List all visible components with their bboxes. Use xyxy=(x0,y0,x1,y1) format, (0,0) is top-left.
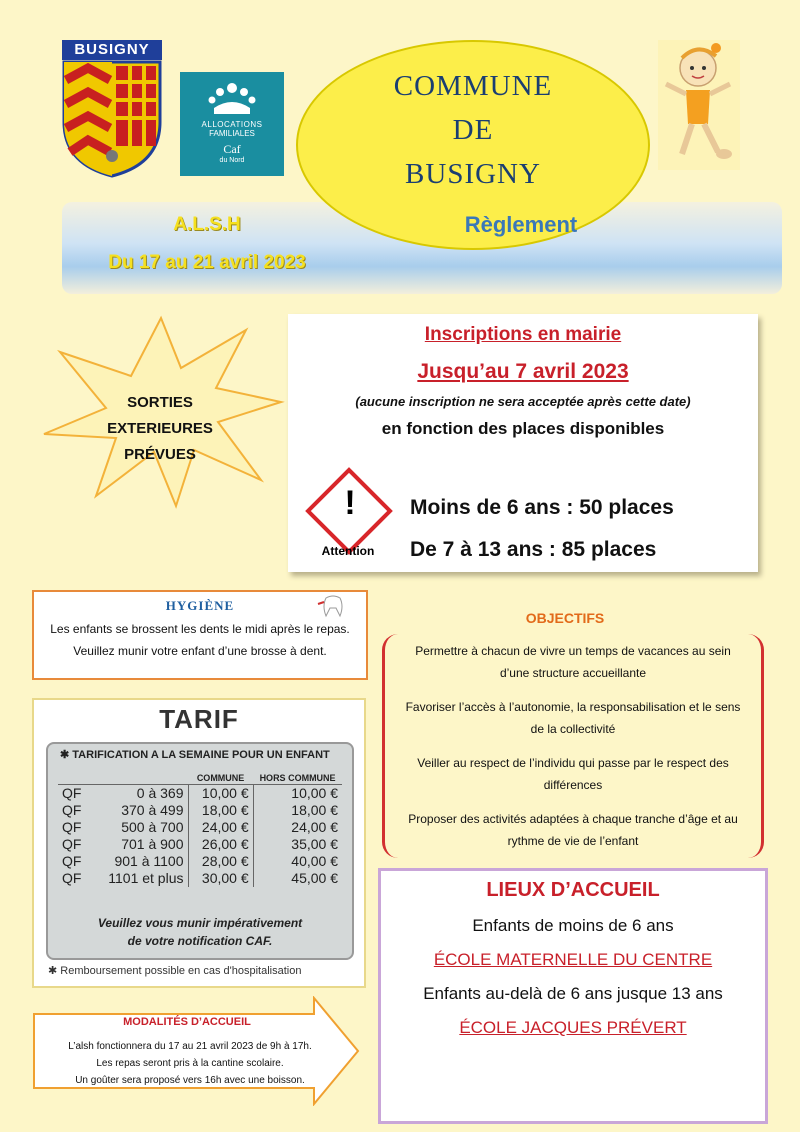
tarif-title: TARIF xyxy=(159,704,239,734)
alsh-block xyxy=(62,206,352,282)
tarif-panel xyxy=(46,742,354,960)
inscriptions-deadline: Jusqu’au 7 avril 2023 xyxy=(417,360,629,383)
remboursement-note: ✱ Remboursement possible en cas d'hospitalisation xyxy=(48,965,302,977)
tooth-icon xyxy=(316,594,350,620)
inscriptions-title: Inscriptions en mairie xyxy=(424,324,622,345)
child-illustration xyxy=(658,40,740,170)
warning-icon: ! xyxy=(344,484,356,522)
table-row: QF 0 à 369 10,00 € 10,00 € xyxy=(58,785,342,803)
table-row: QF 500 à 700 24,00 € 24,00 € xyxy=(58,819,342,836)
modalites-title: MODALITÉS D’ACCUEIL xyxy=(123,1016,251,1028)
objectifs-title: OBJECTIFS xyxy=(525,610,605,626)
lieux-line-4: ÉCOLE JACQUES PRÉVERT xyxy=(459,1018,687,1037)
inscriptions-note: (aucune inscription ne sera acceptée après cette date) xyxy=(355,394,691,409)
lieux-line-3: Enfants au-delà de 6 ans jusque 13 ans xyxy=(423,984,723,1003)
objectif-item: Permettre à chacun de vivre un temps de vacances au sein d’une structure accueillante xyxy=(415,644,731,680)
alsh-dates: Du 17 au 21 avril 2023 xyxy=(108,252,306,273)
col-commune: COMMUNE xyxy=(188,772,253,785)
table-row: QF 1101 et plus 30,00 € 45,00 € xyxy=(58,870,342,887)
modalites-text: L’alsh fonctionnera du 17 au 21 avril 2023 de 9h à 17h. Les repas seront pris à la cantine scolaire. Un goûter sera proposé vers 16h avec une boisson. xyxy=(68,1041,312,1086)
sorties-text xyxy=(80,390,240,468)
lieux-line-1: Enfants de moins de 6 ans xyxy=(472,916,674,935)
caf-line-2: FAMILIALES xyxy=(209,129,255,138)
caf-line-1: ALLOCATIONS xyxy=(201,120,263,129)
hygiene-line-1: Les enfants se brossent les dents le midi après le repas. xyxy=(50,622,350,636)
alsh-label: A.L.S.H xyxy=(173,214,241,235)
places-line-1: Moins de 6 ans : 50 places xyxy=(410,496,674,519)
tarif-note: Veuillez vous munir impérativement de votre notification CAF. xyxy=(97,916,303,948)
lieux-line-2: ÉCOLE MATERNELLE DU CENTRE xyxy=(433,950,713,969)
lieux-title: LIEUX D’ACCUEIL xyxy=(486,879,660,901)
caf-line-3: Caf xyxy=(223,142,241,156)
objectif-item: Veiller au respect de l’individu qui passe par le respect des différences xyxy=(417,756,729,792)
caf-line-4: du Nord xyxy=(219,157,245,164)
hygiene-line-2: Veuillez munir votre enfant d’une brosse à dent. xyxy=(73,644,327,658)
child-icon xyxy=(658,40,740,170)
table-row: QF 901 à 1100 28,00 € 40,00 € xyxy=(58,853,342,870)
table-row: QF 370 à 499 18,00 € 18,00 € xyxy=(58,802,342,819)
busigny-logo-text: BUSIGNY xyxy=(62,40,162,60)
tarif-table xyxy=(58,772,342,887)
hygiene-title: HYGIÈNE xyxy=(165,598,235,613)
sorties-line-2: EXTERIEURES xyxy=(107,420,213,437)
caf-logo xyxy=(180,72,284,176)
col-hors-commune: HORS COMMUNE xyxy=(253,772,342,785)
busigny-logo xyxy=(62,40,162,178)
objectif-item: Proposer des activités adaptées à chaque tranche d’âge et au rythme de vie de l’enfant xyxy=(408,812,738,848)
inscriptions-availability: en fonction des places disponibles xyxy=(381,419,665,438)
oval-line-1: COMMUNE xyxy=(393,70,553,102)
objectifs-box xyxy=(382,634,764,858)
sorties-line-3: PRÉVUES xyxy=(124,446,196,463)
coat-of-arms-icon xyxy=(62,60,162,178)
tarif-header: ✱ TARIFICATION A LA SEMAINE POUR UN ENFANT xyxy=(60,749,330,761)
oval-line-2: DE xyxy=(452,114,494,146)
objectif-item: Favoriser l’accès à l’autonomie, la responsabilisation et le sens de la collectivité xyxy=(405,700,741,736)
oval-line-3: BUSIGNY xyxy=(405,158,541,190)
sorties-line-1: SORTIES xyxy=(127,394,193,411)
attention-label: Attention xyxy=(321,544,375,558)
places-line-2: De 7 à 13 ans : 85 places xyxy=(410,538,657,561)
table-row: QF 701 à 900 26,00 € 35,00 € xyxy=(58,836,342,853)
lieux-box xyxy=(378,868,768,1124)
reglement-label: Règlement xyxy=(464,212,578,237)
caf-family-icon xyxy=(202,78,262,118)
tarif-box xyxy=(32,698,366,988)
